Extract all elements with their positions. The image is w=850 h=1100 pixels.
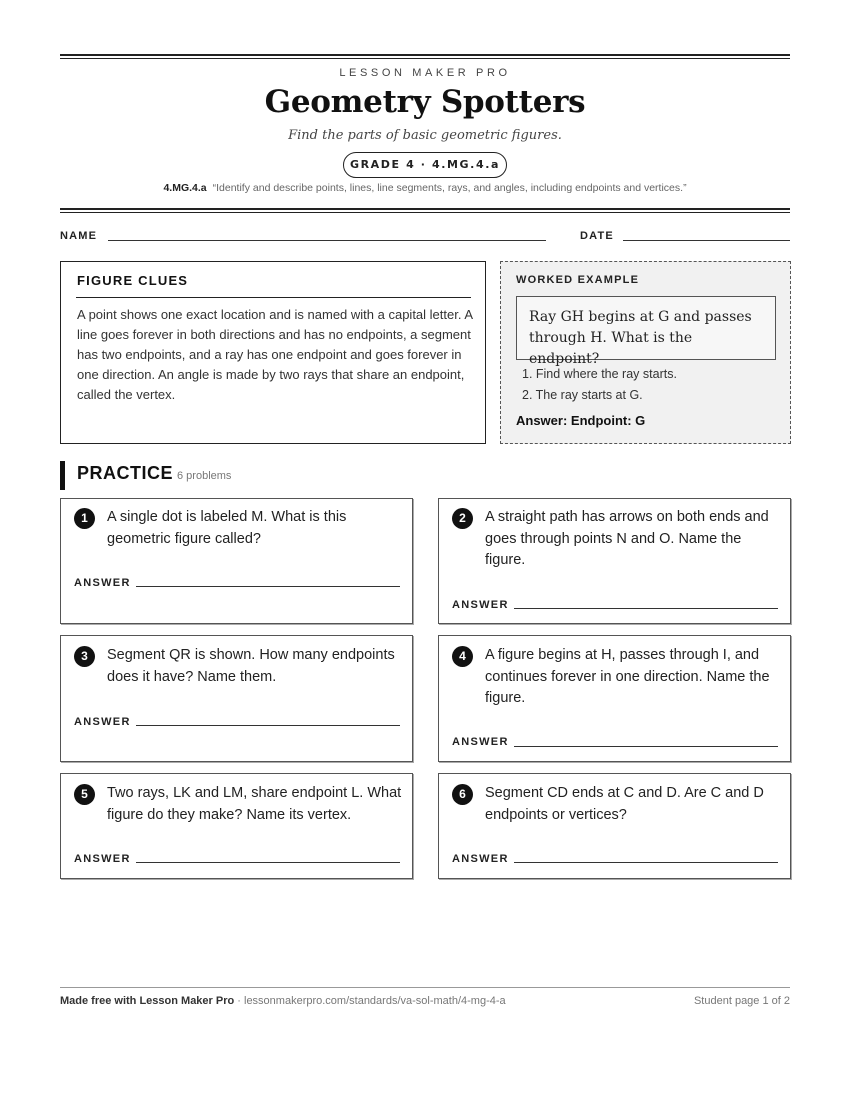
- date-field[interactable]: [623, 240, 790, 241]
- problem-number-4: 4: [452, 646, 473, 667]
- worked-example-answer: Answer: Endpoint: G: [516, 413, 646, 428]
- brand-name: LESSON MAKER PRO: [339, 67, 511, 79]
- answer-line-1[interactable]: [136, 586, 400, 587]
- footer-page-number: Student page 1 of 2: [693, 995, 790, 1007]
- footer-made-with: Made free with Lesson Maker Pro: [60, 995, 235, 1007]
- problem-number-2: 2: [452, 508, 473, 529]
- problem-text-3: Segment QR is shown. How many endpoints does it have? Name them.: [107, 647, 395, 685]
- answer-line-6[interactable]: [514, 862, 778, 863]
- problem-number-3: 3: [74, 646, 95, 667]
- worked-example-title: WORKED EXAMPLE: [516, 274, 640, 286]
- practice-accent-bar: [60, 461, 65, 490]
- standard-code: 4.MG.4.a: [163, 182, 207, 194]
- top-double-rule: [60, 54, 790, 59]
- problem-number-5: 5: [74, 784, 95, 805]
- name-field[interactable]: [108, 240, 546, 241]
- problem-number-6: 6: [452, 784, 473, 805]
- footer-divider: [60, 987, 790, 988]
- problem-text-6: Segment CD ends at C and D. Are C and D endpoints or vertices?: [485, 785, 764, 823]
- worked-example-step-1: 1. Find where the ray starts.: [522, 367, 677, 381]
- worked-example-step-2: 2. The ray starts at G.: [522, 388, 643, 402]
- standard-statement: [0, 182, 850, 194]
- problem-number-1: 1: [74, 508, 95, 529]
- answer-label-3: ANSWER: [74, 716, 131, 728]
- name-label: NAME: [60, 230, 98, 242]
- page-subtitle: Find the parts of basic geometric figures.: [288, 128, 562, 143]
- date-label: DATE: [580, 230, 614, 242]
- answer-label-4: ANSWER: [452, 736, 509, 748]
- answer-line-5[interactable]: [136, 862, 400, 863]
- figure-clues-divider: [76, 297, 471, 298]
- practice-title: PRACTICE: [77, 463, 174, 483]
- practice-count: 6 problems: [177, 470, 232, 482]
- figure-clues-title: FIGURE CLUES: [77, 273, 189, 288]
- answer-label-5: ANSWER: [74, 853, 131, 865]
- problem-text-1: A single dot is labeled M. What is this geometric figure called?: [107, 509, 347, 547]
- footer-credit: [60, 995, 506, 1007]
- grade-badge: GRADE 4 · 4.MG.4.a: [343, 152, 507, 178]
- page-title: Geometry Spotters: [264, 84, 586, 120]
- figure-clues-text: A point shows one exact location and is named with a capital letter. A line goes forever in both directions and has no endpoints, a segment has two endpoints, and a ray has one endpoint and goes forever in one direction. An angle is made by two rays that share an endpoint, called the vertex.: [77, 307, 473, 402]
- answer-line-2[interactable]: [514, 608, 778, 609]
- footer-url[interactable]: · lessonmakerpro.com/standards/va-sol-math/4-mg-4-a: [234, 995, 506, 1007]
- answer-line-4[interactable]: [514, 746, 778, 747]
- problem-text-5: Two rays, LK and LM, share endpoint L. What figure do they make? Name its vertex.: [107, 785, 402, 823]
- answer-label-2: ANSWER: [452, 599, 509, 611]
- standard-text: “Identify and describe points, lines, line segments, rays, and angles, including endpoints and vertices.”: [212, 182, 687, 194]
- answer-line-3[interactable]: [136, 725, 400, 726]
- answer-label-6: ANSWER: [452, 853, 509, 865]
- header-bottom-double-rule: [60, 208, 790, 213]
- answer-label-1: ANSWER: [74, 577, 131, 589]
- problem-text-4: A figure begins at H, passes through I, and continues forever in one direction. Name the figure.: [485, 647, 770, 706]
- worked-example-question: Ray GH begins at G and passes through H. What is the endpoint?: [516, 296, 776, 360]
- problem-text-2: A straight path has arrows on both ends and goes through points N and O. Name the figure.: [485, 509, 769, 568]
